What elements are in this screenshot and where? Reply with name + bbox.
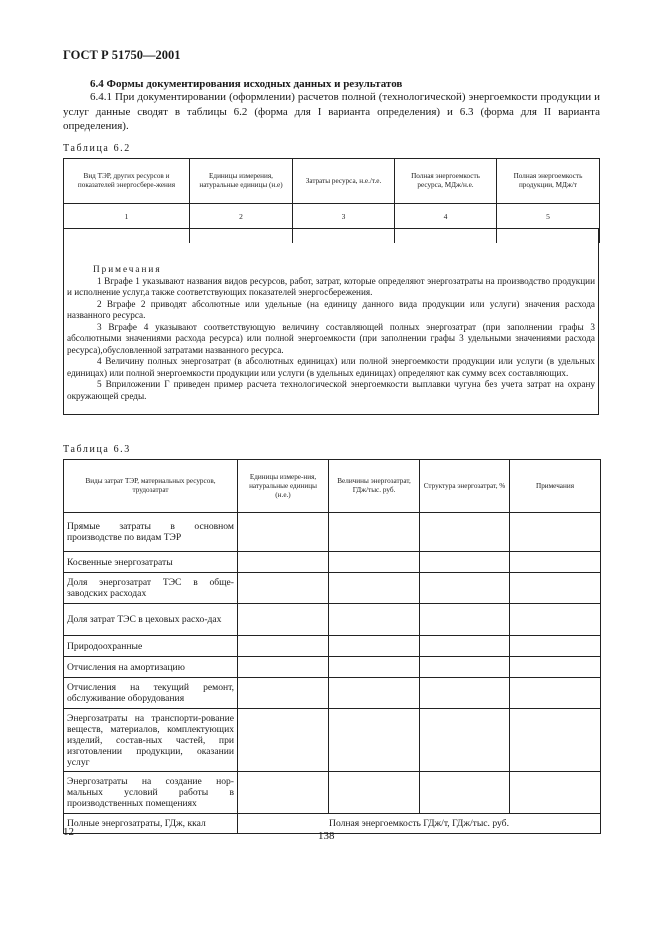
row-label: Энергозатраты на транспорти-рование веществ, материалов, комплектующих изделий, состав-ных частей, при изготовлении продукции, оказании услуг — [64, 709, 238, 772]
column-number: 1 — [64, 204, 190, 229]
table-cell — [420, 772, 510, 814]
note-item: 5 Вприложении Г приведен пример расчета технологической энергоемкости выплавки чугуна без учета затрат на охрану окружающей среды. — [67, 379, 595, 401]
row-label: Доля затрат ТЭС в цеховых расхо-дах — [64, 604, 238, 636]
table-6-2-header-row — [64, 159, 600, 204]
table-6-2-header: Единицы измерения, натуральные единицы (н.е) — [190, 159, 293, 204]
row-label: Отчисления на амортизацию — [64, 657, 238, 678]
table-6-2-caption: Таблица 6.2 — [63, 143, 131, 154]
page-number-left: 12 — [63, 826, 74, 838]
table-cell — [510, 604, 601, 636]
row-label: Доля энергозатрат ТЭС в обще-заводских расходах — [64, 573, 238, 604]
table-cell — [420, 573, 510, 604]
table-cell — [510, 636, 601, 657]
table-6-2-header: Затраты ресурса, н.е./т.е. — [293, 159, 395, 204]
table-row — [64, 573, 601, 604]
table-cell — [420, 636, 510, 657]
table-cell — [510, 678, 601, 709]
table-cell — [238, 657, 329, 678]
table-cell — [238, 636, 329, 657]
total-intensity-label: Полная энергоемкость ГДж/т, ГДж/тыс. руб. — [238, 814, 601, 834]
column-number: 2 — [190, 204, 293, 229]
table-cell — [420, 513, 510, 552]
table-row — [64, 657, 601, 678]
table-cell — [238, 678, 329, 709]
column-number: 4 — [395, 204, 497, 229]
table-cell — [510, 573, 601, 604]
table-6-2-number-row — [64, 204, 600, 229]
table-cell — [329, 709, 420, 772]
table-cell — [420, 604, 510, 636]
table-6-3-header: Виды затрат ТЭР, материальных ресурсов, трудозатрат — [64, 460, 238, 513]
table-cell — [329, 772, 420, 814]
notes-title: Примечания — [93, 264, 162, 274]
column-number: 5 — [497, 204, 600, 229]
table-cell — [238, 709, 329, 772]
note-item: 1 Вграфе 1 указывают названия видов ресурсов, работ, затрат, которые определяют энергозатраты на производство продукции и исполнение услуг,а также соответствующих показателей энергосбережения. — [67, 275, 595, 297]
table-cell — [238, 552, 329, 573]
note-item: 2 Вграфе 2 приводят абсолютные или удельные (на единицу данного вида продукции или услуги) значения расхода названного ресурса. — [67, 298, 595, 320]
table-cell — [420, 657, 510, 678]
table-6-3-caption: Таблица 6.3 — [63, 444, 131, 455]
row-label: Прямые затраты в основном производстве по видам ТЭР — [64, 513, 238, 552]
table-cell — [510, 709, 601, 772]
note-item: 4 Величину полных энергозатрат (в абсолютных единицах) или полной энергоемкости продукции или услуги (в удельных единицах) или полной энергоемкости продукции или услуги (в удельных единицах) определяют как сумму всех составляющих. — [67, 356, 595, 378]
row-label: Энергозатраты на создание нор-мальных условий работы в производственных помещениях — [64, 772, 238, 814]
table-cell — [420, 709, 510, 772]
table-cell — [420, 678, 510, 709]
table-cell — [238, 573, 329, 604]
table-cell — [329, 552, 420, 573]
table-cell — [238, 604, 329, 636]
table-6-2-header: Вид ТЭР, других ресурсов и показателей энергосбере-жения — [64, 159, 190, 204]
row-label: Отчисления на текущий ремонт, обслуживание оборудования — [64, 678, 238, 709]
table-cell — [329, 678, 420, 709]
table-cell — [329, 657, 420, 678]
table-cell — [238, 513, 329, 552]
table-cell — [510, 772, 601, 814]
table-6-3 — [63, 459, 601, 834]
page-number-center: 138 — [318, 830, 335, 842]
column-number: 3 — [293, 204, 395, 229]
table-cell — [238, 772, 329, 814]
table-cell — [329, 573, 420, 604]
section-paragraph: 6.4.1 При документировании (оформлении) расчетов полной (технологической) энергоемкости продукции и услуг данные сводят в таблицы 6.2 (форма для I варианта определения) и 6.3 (форма для II варианта определения). — [63, 91, 600, 132]
table-6-3-header: Величины энергозатрат, ГДж/тыс. руб. — [329, 460, 420, 513]
table-cell — [420, 552, 510, 573]
table-cell — [329, 513, 420, 552]
table-6-3-header: Примечания — [510, 460, 601, 513]
row-label: Косвенные энергозатраты — [64, 552, 238, 573]
table-6-3-header: Структура энергозатрат, % — [420, 460, 510, 513]
table-row — [64, 772, 601, 814]
table-6-2-header: Полная энергоемкость продукции, МДж/т — [497, 159, 600, 204]
table-row — [64, 604, 601, 636]
table-6-3-header: Единицы измере-ния, натуральные единицы (н.е.) — [238, 460, 329, 513]
total-energy-label: Полные энергозатраты, ГДж, ккал — [64, 814, 238, 834]
standard-number: ГОСТ Р 51750—2001 — [63, 48, 181, 62]
table-cell — [510, 513, 601, 552]
table-row — [64, 513, 601, 552]
table-cell — [510, 657, 601, 678]
table-row — [64, 678, 601, 709]
table-cell — [329, 636, 420, 657]
table-6-2-header: Полная энергоемкость ресурса, МДж/н.е. — [395, 159, 497, 204]
table-row — [64, 709, 601, 772]
table-6-3-header-row — [64, 460, 601, 513]
table-row — [64, 552, 601, 573]
table-cell — [510, 552, 601, 573]
table-cell — [329, 604, 420, 636]
row-label: Природоохранные — [64, 636, 238, 657]
notes-block — [63, 264, 597, 402]
section-title: 6.4 Формы документирования исходных данных и результатов — [90, 78, 403, 90]
table-row — [64, 636, 601, 657]
note-item: 3 Вграфе 4 указывают соответствующую величину составляющей полных энергозатрат (при заполнении графы 3 абсолютными значениями расхода ресурса) или полной энергоемкости (при заполнении графы 3 удельными значениями расхода ресурса),обусловленной затратами названного ресурса. — [67, 321, 595, 355]
